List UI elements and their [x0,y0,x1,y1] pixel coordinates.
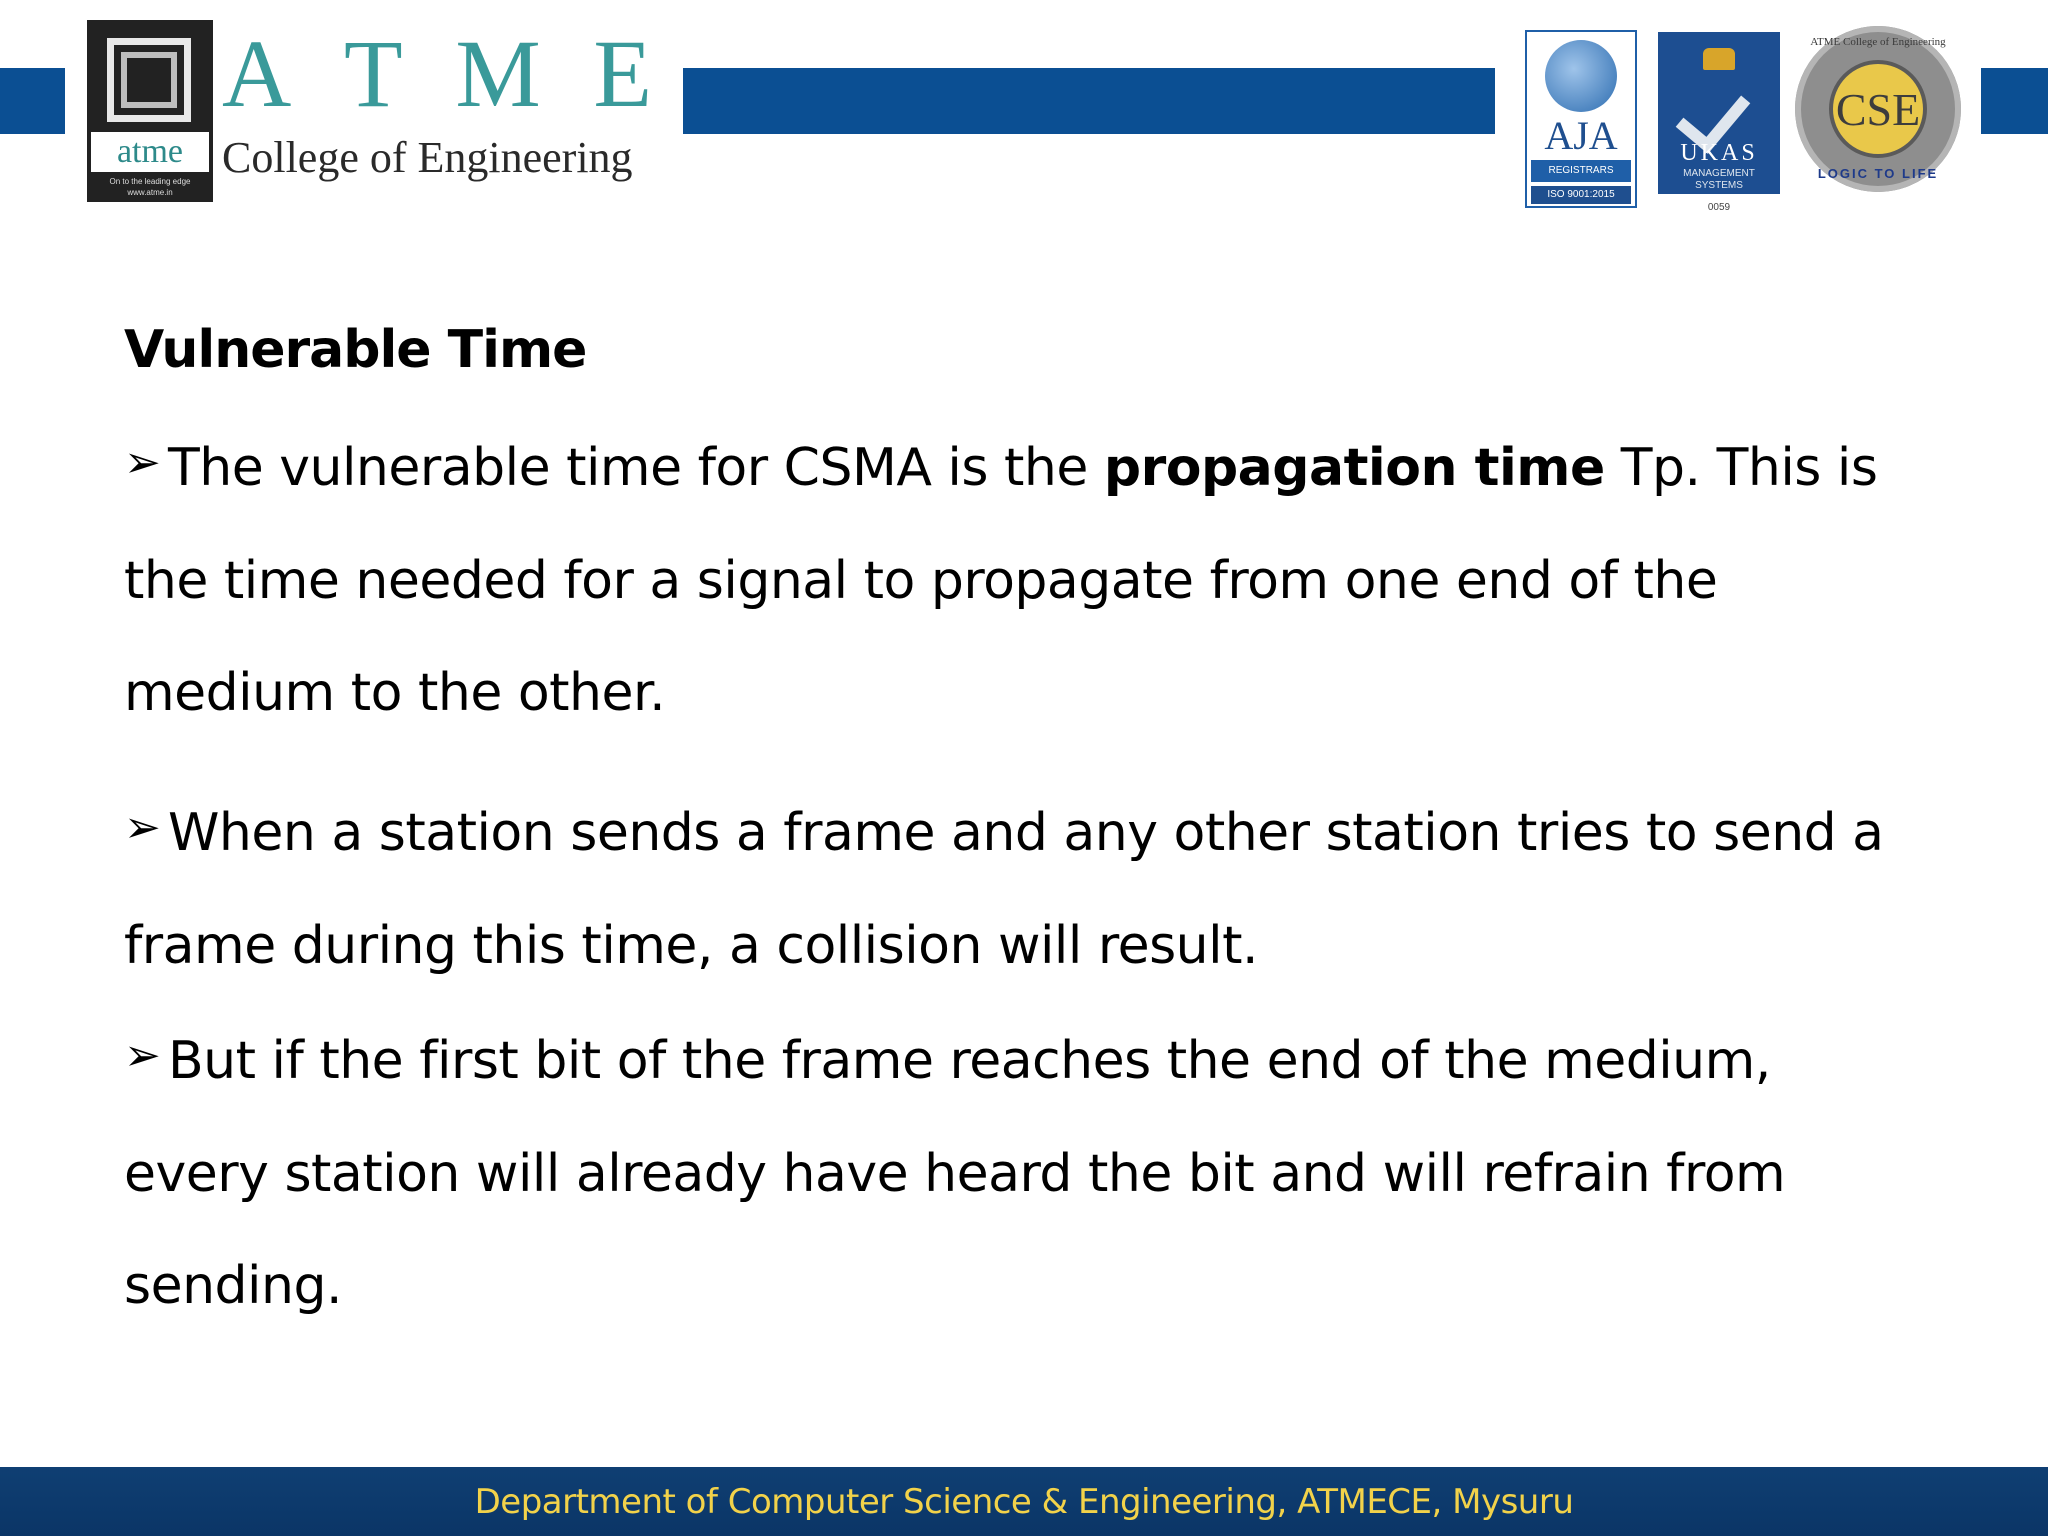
globe-icon [1545,40,1617,112]
ukas-number: 0059 [1707,202,1731,213]
bullet-paragraph [124,772,1884,1002]
brand-letter: E [593,20,652,127]
bullet-text: When a station sends a frame and any other station tries to send a frame during this time, a collision will result. [124,803,1884,976]
header-band-left [0,68,65,134]
brand-subtitle: College of Engineering [222,133,633,182]
brand-title [222,20,652,127]
arrow-bullet-icon: ➢ [124,802,161,853]
header-band-middle [683,68,1495,134]
cse-center: CSE [1829,60,1927,158]
brand-letter: M [455,20,541,127]
footer-bar [0,1467,2048,1536]
aja-name: AJA [1544,113,1618,158]
aja-iso: ISO 9001:2015 [1531,186,1631,204]
bullet-bold-term: propagation time [1103,438,1605,498]
logo-square-mark [107,38,191,122]
logo-atme-text: atme [91,132,209,172]
ukas-sub: MANAGEMENT SYSTEMS [1683,168,1755,191]
crown-icon [1703,48,1735,70]
aja-badge [1525,30,1637,208]
aja-registrars: REGISTRARS [1531,160,1631,182]
college-logo [87,20,213,202]
ukas-name: UKAS [1680,140,1758,166]
cse-ring-bottom: LOGIC TO LIFE [1817,166,1939,181]
bullet-text-start: The vulnerable time for CSMA is the [168,438,1104,498]
cse-seal-logo [1795,26,1961,192]
ukas-badge [1658,32,1780,194]
cse-ring-top: ATME College of Engineering [1810,36,1946,48]
bullet-text-end: Tp. This is the time needed for a signal to propagate from one end of the medium to the other. [124,438,1878,723]
bullet-paragraph [124,407,1884,750]
bullet-paragraph [124,1000,1884,1343]
brand-letter: T [344,20,403,127]
logo-tagline: On to the leading edge www.atme.in [109,177,191,197]
slide-heading: Vulnerable Time [124,320,587,380]
brand-letter: A [222,20,292,127]
header-band-right [1981,68,2048,134]
bullet-text: But if the first bit of the frame reaches the end of the medium, every station will already have heard the bit and will refrain from sending. [124,1031,1786,1316]
arrow-bullet-icon: ➢ [124,1030,161,1081]
arrow-bullet-icon: ➢ [124,437,161,488]
footer-text: Department of Computer Science & Engineering, ATMECE, Mysuru [474,1481,1574,1522]
